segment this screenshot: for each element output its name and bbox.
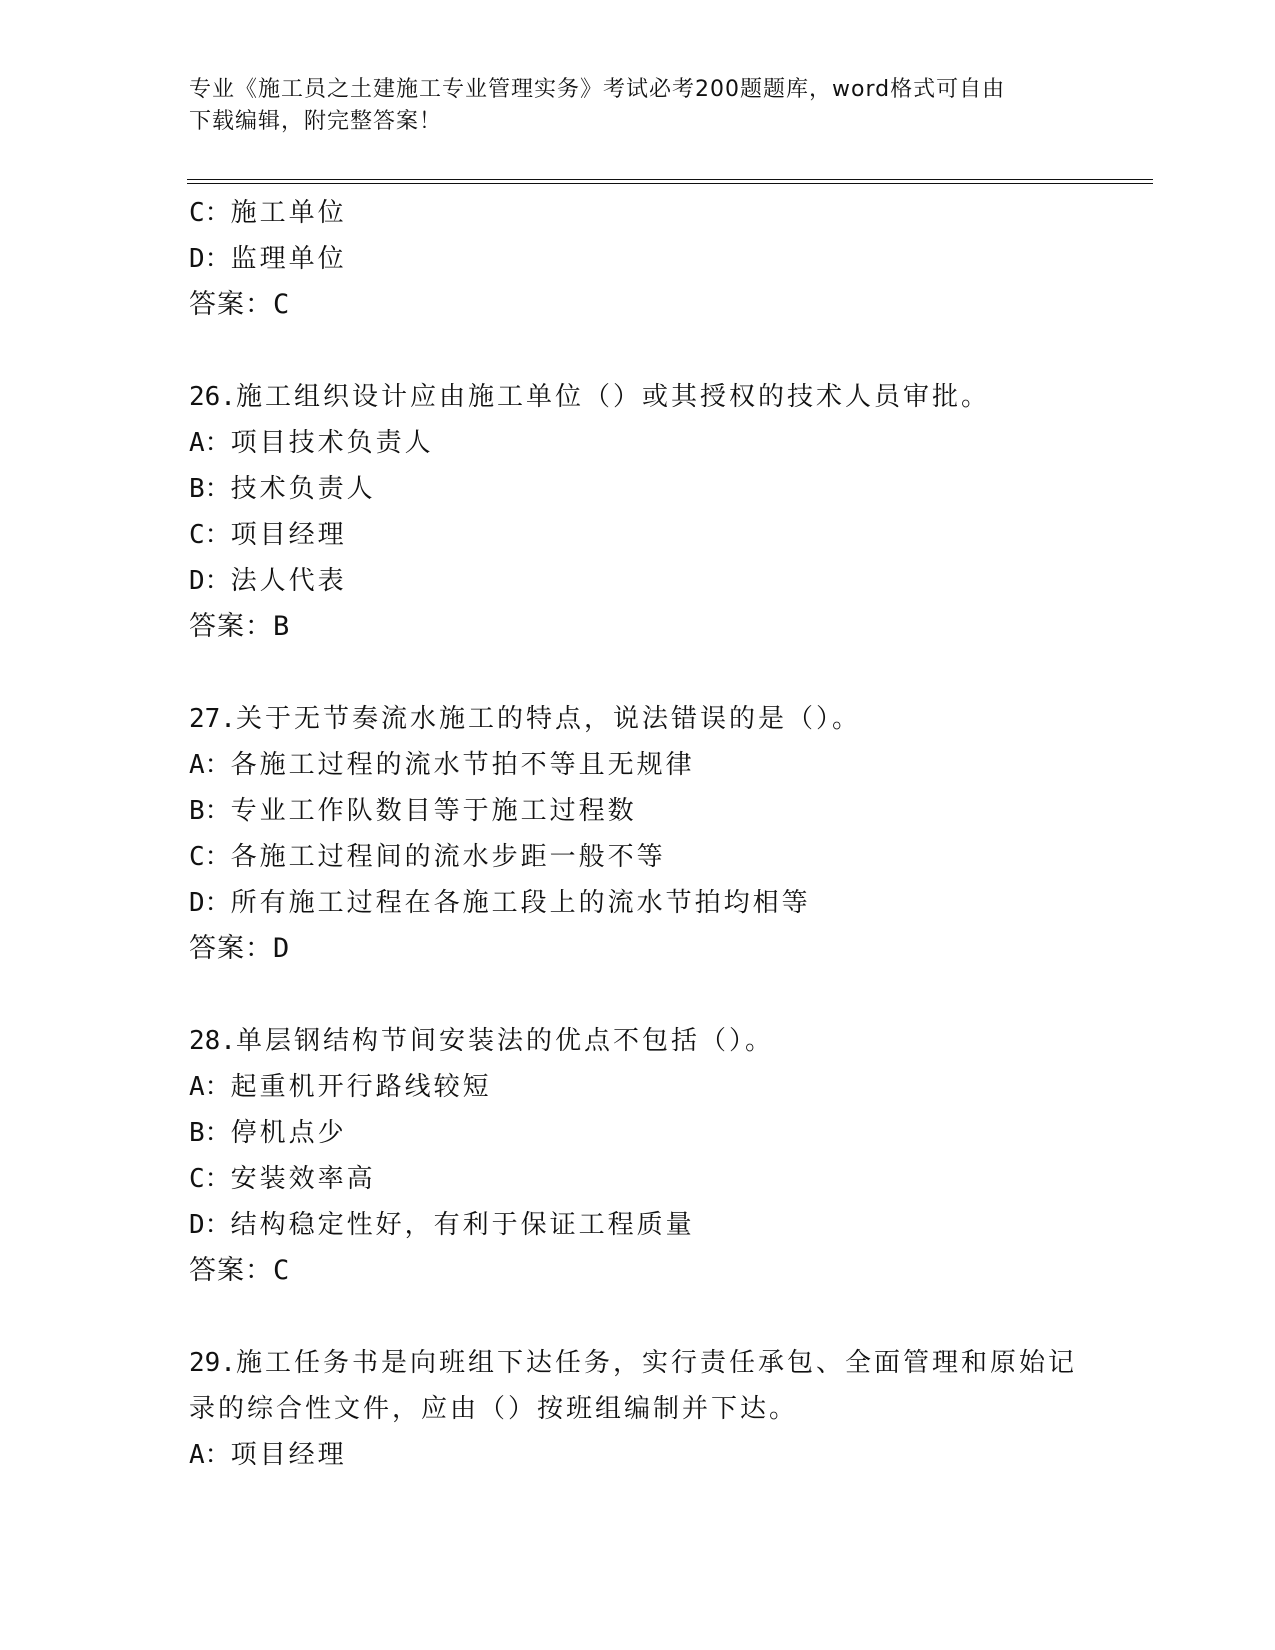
header-line-2: 下载编辑，附完整答案！ [189, 109, 443, 134]
option-a [189, 1432, 1089, 1478]
option-letter: B： [189, 796, 231, 826]
option-text: 起重机开行路线较短 [230, 1072, 492, 1102]
question-number: 28. [189, 1026, 236, 1056]
option-text: 法人代表 [230, 566, 347, 596]
spacer [189, 650, 1089, 696]
question-29 [189, 1340, 1089, 1478]
answer-line [189, 604, 1089, 650]
option-a [189, 1064, 1089, 1110]
option-letter: A： [189, 750, 231, 780]
option-letter: D： [189, 566, 231, 596]
answer-value: B [273, 611, 291, 642]
option-text: 项目技术负责人 [230, 428, 434, 458]
question-text: 关于无节奏流水施工的特点，说法错误的是（）。 [235, 704, 861, 734]
option-letter: B： [189, 474, 231, 504]
option-letter: A： [189, 1072, 231, 1102]
question-text: 施工组织设计应由施工单位（）或其授权的技术人员审批。 [235, 382, 990, 412]
option-d [189, 236, 1089, 282]
option-c [189, 1156, 1089, 1202]
option-d [189, 880, 1089, 926]
answer-line [189, 926, 1089, 972]
option-text: 施工单位 [230, 198, 347, 228]
option-text: 安装效率高 [230, 1164, 376, 1194]
option-a [189, 420, 1089, 466]
question-number: 29. [189, 1348, 236, 1378]
option-letter: C： [189, 842, 231, 872]
option-letter: A： [189, 1440, 231, 1470]
option-a [189, 742, 1089, 788]
option-letter: A： [189, 428, 231, 458]
question-number: 26. [189, 382, 236, 412]
option-c [189, 834, 1089, 880]
option-c [189, 512, 1089, 558]
header-line-1: 专业《施工员之土建施工专业管理实务》考试必考200题题库，word格式可自由 [189, 77, 1006, 102]
answer-line [189, 1248, 1089, 1294]
question-text: 单层钢结构节间安装法的优点不包括（）。 [235, 1026, 774, 1056]
question-stem [189, 696, 1089, 742]
option-text: 停机点少 [230, 1118, 347, 1148]
answer-value: D [273, 933, 291, 964]
option-text: 项目经理 [230, 520, 347, 550]
option-letter: D： [189, 888, 231, 918]
answer-label: 答案： [189, 933, 273, 964]
option-letter: C： [189, 1164, 231, 1194]
spacer [189, 328, 1089, 374]
answer-value: C [273, 289, 291, 320]
answer-value: C [273, 1255, 291, 1286]
option-text: 所有施工过程在各施工段上的流水节拍均相等 [230, 888, 811, 918]
question-content [189, 190, 1089, 1478]
answer-label: 答案： [189, 611, 273, 642]
option-b [189, 1110, 1089, 1156]
option-letter: C： [189, 198, 231, 228]
question-number: 27. [189, 704, 236, 734]
option-d [189, 558, 1089, 604]
document-header [189, 74, 1089, 138]
question-stem [189, 1340, 1089, 1386]
question-stem-continued: 录的综合性文件，应由（）按班组编制并下达。 [189, 1394, 799, 1424]
option-c [189, 190, 1089, 236]
option-text: 技术负责人 [230, 474, 376, 504]
option-b [189, 788, 1089, 834]
question-26 [189, 374, 1089, 650]
answer-line [189, 282, 1089, 328]
question-28 [189, 1018, 1089, 1294]
header-divider-bottom [187, 183, 1153, 184]
question-stem [189, 374, 1089, 420]
option-letter: D： [189, 244, 231, 274]
question-text: 施工任务书是向班组下达任务，实行责任承包、全面管理和原始记 [235, 1348, 1077, 1378]
option-d [189, 1202, 1089, 1248]
option-letter: B： [189, 1118, 231, 1148]
spacer [189, 1294, 1089, 1340]
option-text: 专业工作队数目等于施工过程数 [230, 796, 637, 826]
header-divider-top [187, 179, 1153, 180]
option-b [189, 466, 1089, 512]
spacer [189, 972, 1089, 1018]
question-stem [189, 1018, 1089, 1064]
option-text: 监理单位 [230, 244, 347, 274]
option-letter: D： [189, 1210, 231, 1240]
answer-label: 答案： [189, 289, 273, 320]
option-text: 各施工过程间的流水步距一般不等 [230, 842, 666, 872]
option-text: 各施工过程的流水节拍不等且无规律 [230, 750, 695, 780]
question-27 [189, 696, 1089, 972]
option-text: 项目经理 [230, 1440, 347, 1470]
option-text: 结构稳定性好，有利于保证工程质量 [230, 1210, 695, 1240]
answer-label: 答案： [189, 1255, 273, 1286]
prev-question [189, 190, 1089, 328]
option-letter: C： [189, 520, 231, 550]
